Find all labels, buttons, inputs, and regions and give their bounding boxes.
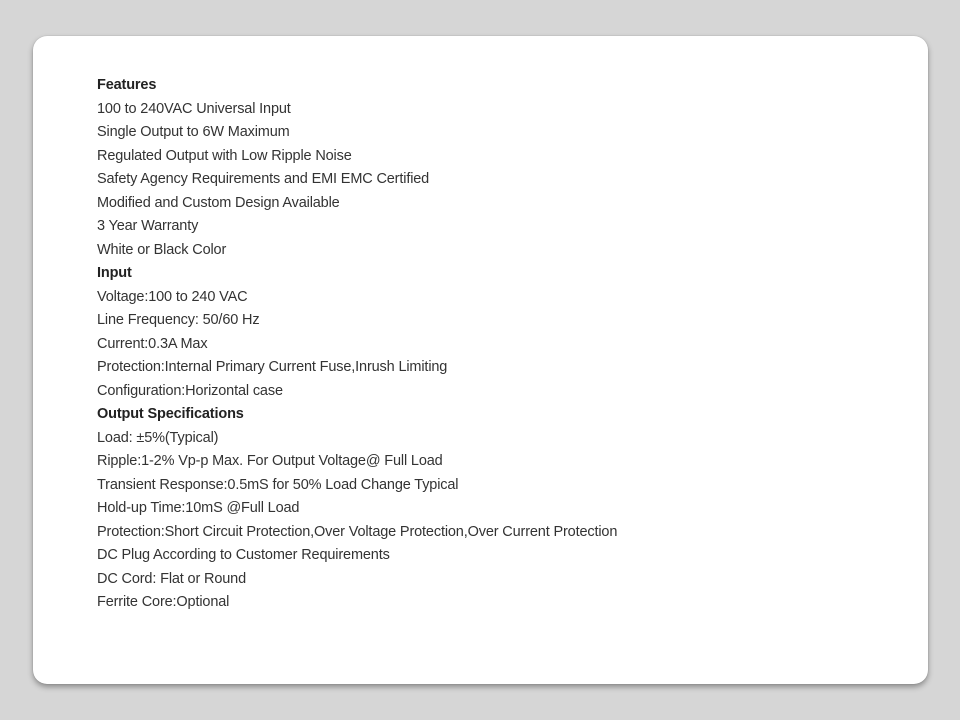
input-item: Configuration:Horizontal case: [97, 382, 283, 399]
features-item: Safety Agency Requirements and EMI EMC Certified: [97, 171, 430, 187]
output-item: DC Plug According to Customer Requirements: [97, 547, 390, 563]
output-item: Hold-up Time:10mS @Full Load: [97, 500, 300, 516]
features-item: 3 Year Warranty: [97, 218, 199, 234]
input-item: Protection:Internal Primary Current Fuse,Inrush Limiting: [97, 359, 448, 375]
output-item: Protection:Short Circuit Protection,Over Voltage Protection,Over Current Protection: [97, 523, 618, 540]
features-item: Modified and Custom Design Available: [97, 194, 340, 211]
spec-card: [33, 36, 928, 684]
section-heading-input: Input: [97, 265, 132, 281]
features-item: 100 to 240VAC Universal Input: [97, 100, 291, 117]
features-item: Single Output to 6W Maximum: [97, 124, 290, 140]
spec-content: [97, 74, 897, 615]
output-item: Ferrite Core:Optional: [97, 594, 230, 610]
output-item: Load: ±5%(Typical): [97, 429, 219, 446]
features-item: Regulated Output with Low Ripple Noise: [97, 147, 352, 164]
section-heading-features: Features: [97, 77, 157, 93]
output-item: Ripple:1-2% Vp-p Max. For Output Voltage@ Full Load: [97, 453, 443, 469]
input-item: Current:0.3A Max: [97, 335, 208, 352]
output-item: Transient Response:0.5mS for 50% Load Change Typical: [97, 476, 459, 493]
features-item: White or Black Color: [97, 241, 227, 258]
input-item: Line Frequency: 50/60 Hz: [97, 312, 260, 328]
input-item: Voltage:100 to 240 VAC: [97, 288, 248, 305]
section-heading-output-specifications: Output Specifications: [97, 406, 244, 422]
output-item: DC Cord: Flat or Round: [97, 570, 247, 587]
